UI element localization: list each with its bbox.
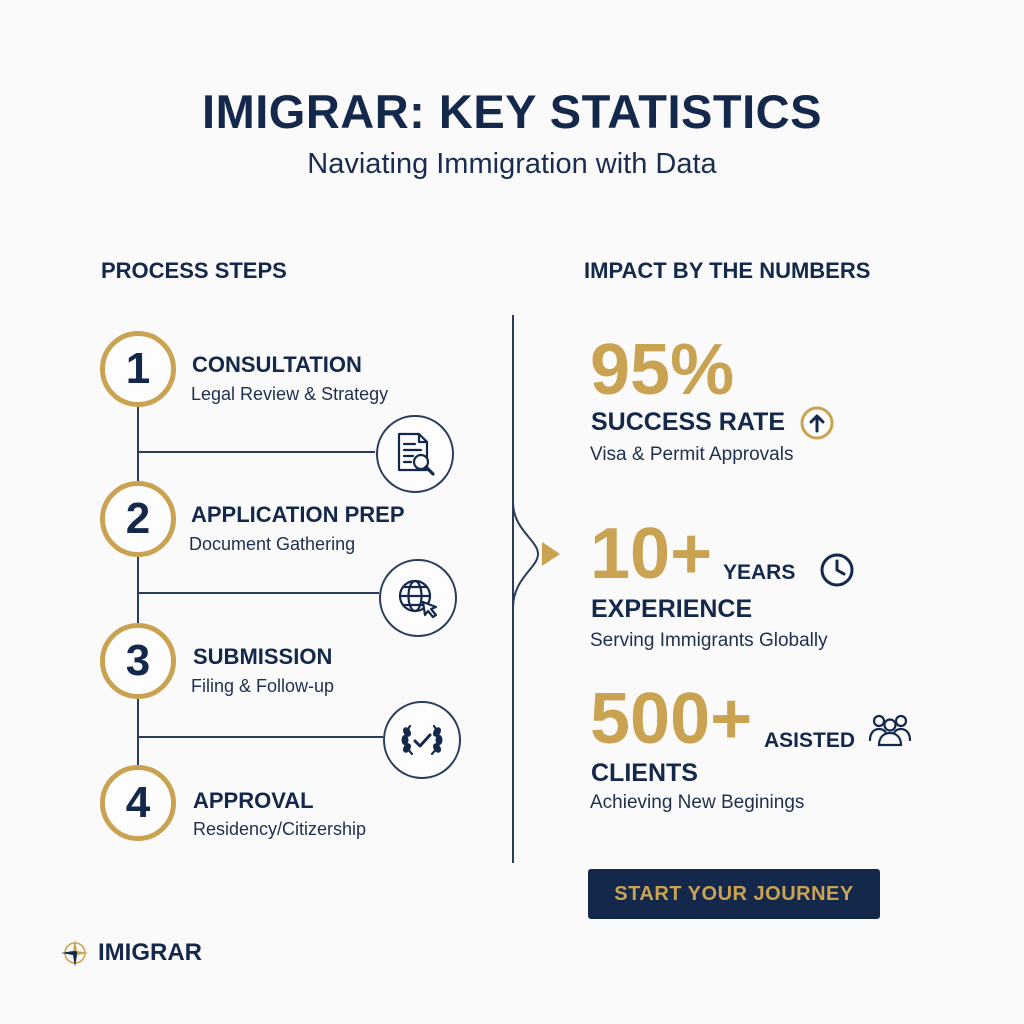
stat-unit: ASISTED [764,729,856,752]
stat-value: 95% [590,330,735,410]
step-number-badge: 2 [100,481,176,557]
timeline-branch [137,736,383,738]
timeline-branch [137,592,379,594]
timeline-branch [137,451,375,453]
stat-label: CLIENTS [591,759,698,787]
clock-icon [818,551,856,589]
step-title: APPLICATION PREP [191,502,405,527]
step-number-badge: 3 [100,623,176,699]
start-journey-button[interactable]: START YOUR JOURNEY [588,869,880,919]
laurel-check-icon [383,701,461,779]
impact-heading: IMPACT BY THE NUMBERS [584,258,871,283]
divider-arrow-icon [512,500,572,610]
people-icon [867,710,913,748]
stat-description: Achieving New Beginings [590,792,805,813]
step-title: APPROVAL [193,788,314,813]
stat-label: SUCCESS RATE [591,408,786,436]
page-title: IMIGRAR: KEY STATISTICS [202,85,822,138]
step-title: CONSULTATION [192,352,362,377]
step-title: SUBMISSION [193,644,333,669]
step-subtitle: Legal Review & Strategy [191,384,389,404]
timeline-line [137,405,139,765]
arrow-up-circle-icon [799,405,835,441]
stat-description: Serving Immigrants Globally [590,630,828,651]
step-subtitle: Filing & Follow-up [191,676,335,696]
globe-cursor-icon [379,559,457,637]
stat-description: Visa & Permit Approvals [590,444,794,465]
step-number-badge: 1 [100,331,176,407]
document-search-icon [376,415,454,493]
stat-unit: YEARS [723,561,796,584]
stat-value: 10+ [590,514,713,594]
brand-name: IMIGRAR [98,939,202,966]
step-subtitle: Residency/Citizership [193,819,367,839]
stat-label: EXPERIENCE [591,595,753,623]
step-subtitle: Document Gathering [189,534,356,554]
stat-value: 500+ [590,679,753,759]
page-subtitle: Naviating Immigration with Data [307,148,717,180]
step-number-badge: 4 [100,765,176,841]
process-steps-heading: PROCESS STEPS [101,258,287,283]
compass-icon [60,938,90,968]
brand-logo [60,938,202,968]
